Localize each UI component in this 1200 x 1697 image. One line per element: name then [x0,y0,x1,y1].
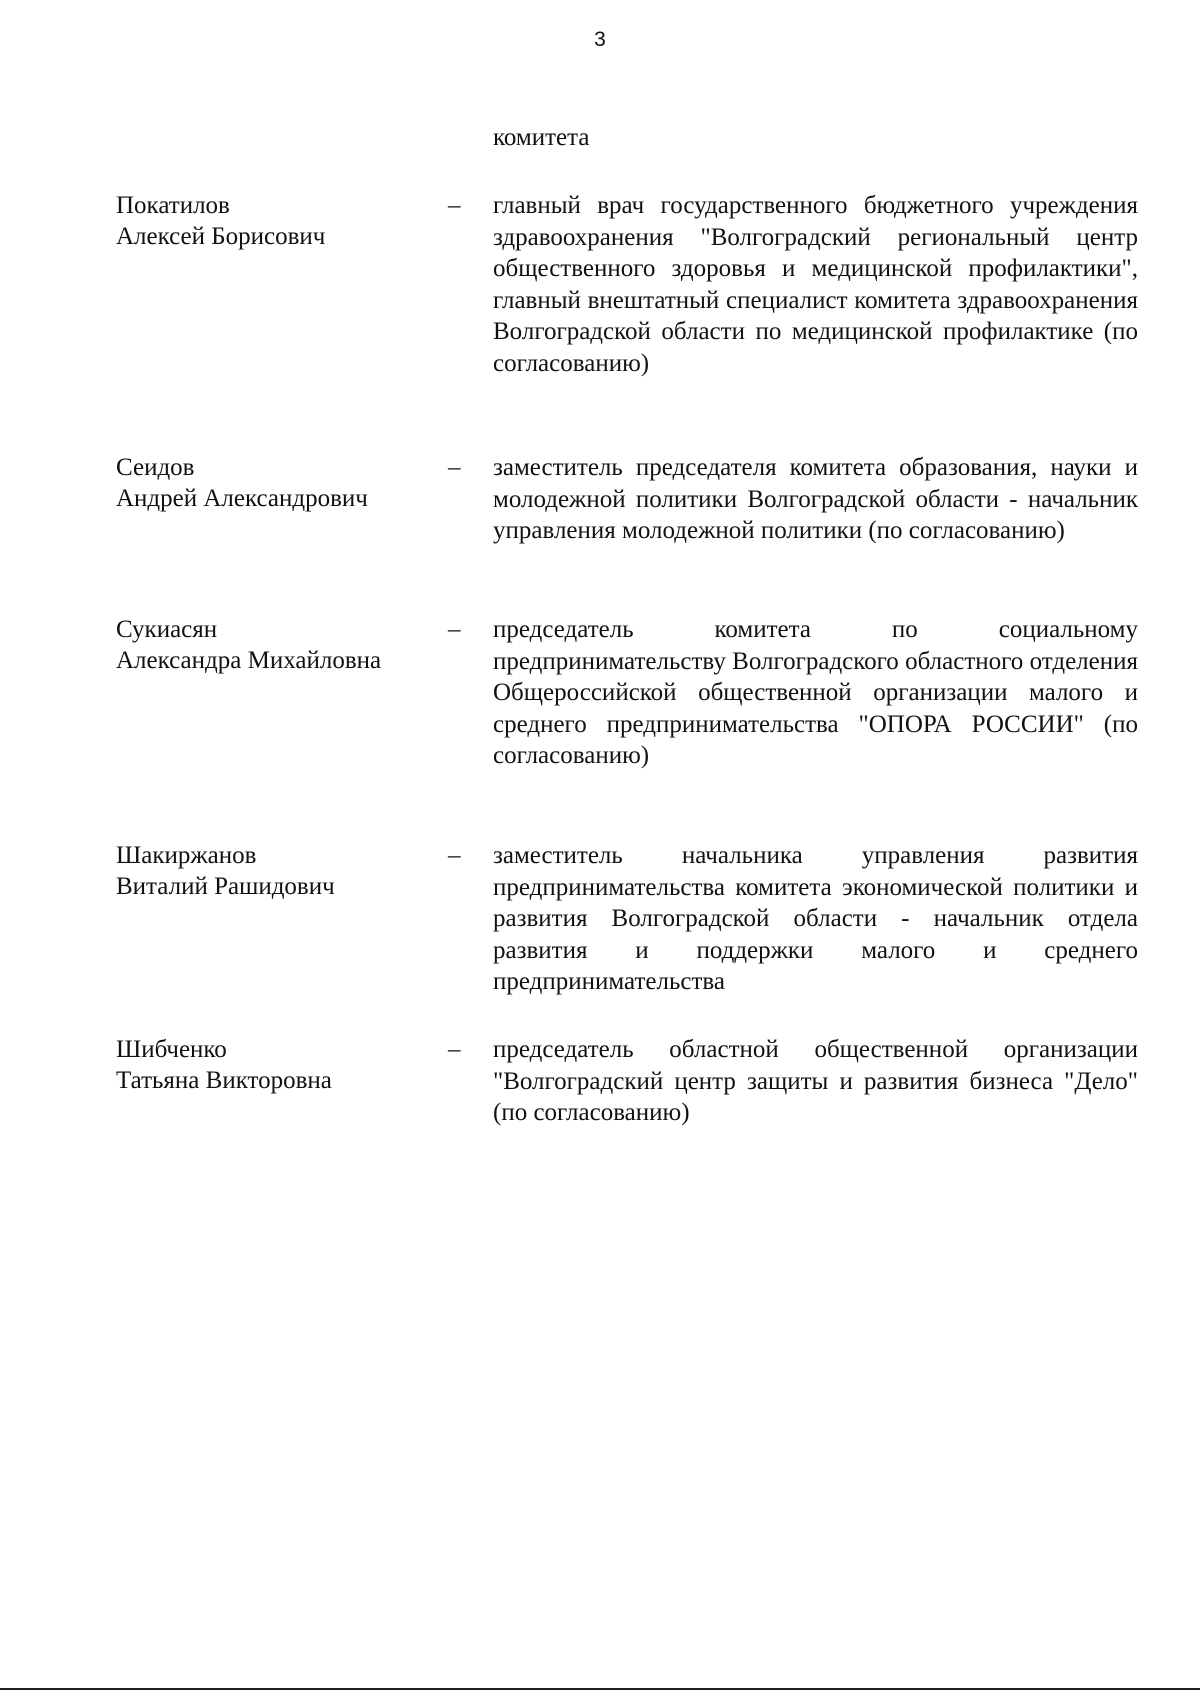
member-surname: Покатилов [116,192,230,219]
member-position: заместитель председателя комитета образования, науки и молодежной политики Волгоградской области - начальник управления молодежной политики (по согласованию) [493,454,1138,544]
entry-dash: – [448,616,461,643]
member-surname: Сеидов [116,454,195,481]
entry-dash: – [448,192,461,219]
member-name [116,840,436,902]
member-given-names: Андрей Александрович [116,485,368,512]
member-surname: Шакиржанов [116,842,257,869]
member-name [116,190,436,252]
entry-dash: – [448,842,461,869]
member-position: председатель областной общественной организации "Волгоградский центр защиты и развития бизнеса "Дело" (по согласованию) [493,1036,1138,1126]
member-position: председатель комитета по социальному предпринимательству Волгоградского областного отделения Общероссийской общественной организации малого и среднего предпринимательства "ОПОРА РОССИИ" (по согласованию) [493,616,1138,769]
member-given-names: Виталий Рашидович [116,873,335,900]
member-name [116,1034,436,1096]
member-name [116,614,436,676]
entry-dash: – [448,1036,461,1063]
bottom-rule [0,1688,1200,1690]
member-name [116,452,436,514]
entry-dash: – [448,454,461,481]
member-position: заместитель начальника управления развития предпринимательства комитета экономической политики и развития Волгоградской области - начальник отдела развития и поддержки малого и среднего предпринимательства [493,842,1138,995]
member-given-names: Александра Михайловна [116,647,382,674]
member-given-names: Татьяна Викторовна [116,1067,332,1094]
member-surname: Шибченко [116,1036,227,1063]
continuation-text: комитета [493,124,590,151]
member-surname: Сукиасян [116,616,218,643]
page-number: 3 [594,28,606,51]
member-given-names: Алексей Борисович [116,223,326,250]
member-position: главный врач государственного бюджетного учреждения здравоохранения "Волгоградский региональный центр общественного здоровья и медицинской профилактики", главный внештатный специалист комитета здравоохранения Волгоградской области по медицинской профилактике (по согласованию) [493,192,1138,377]
